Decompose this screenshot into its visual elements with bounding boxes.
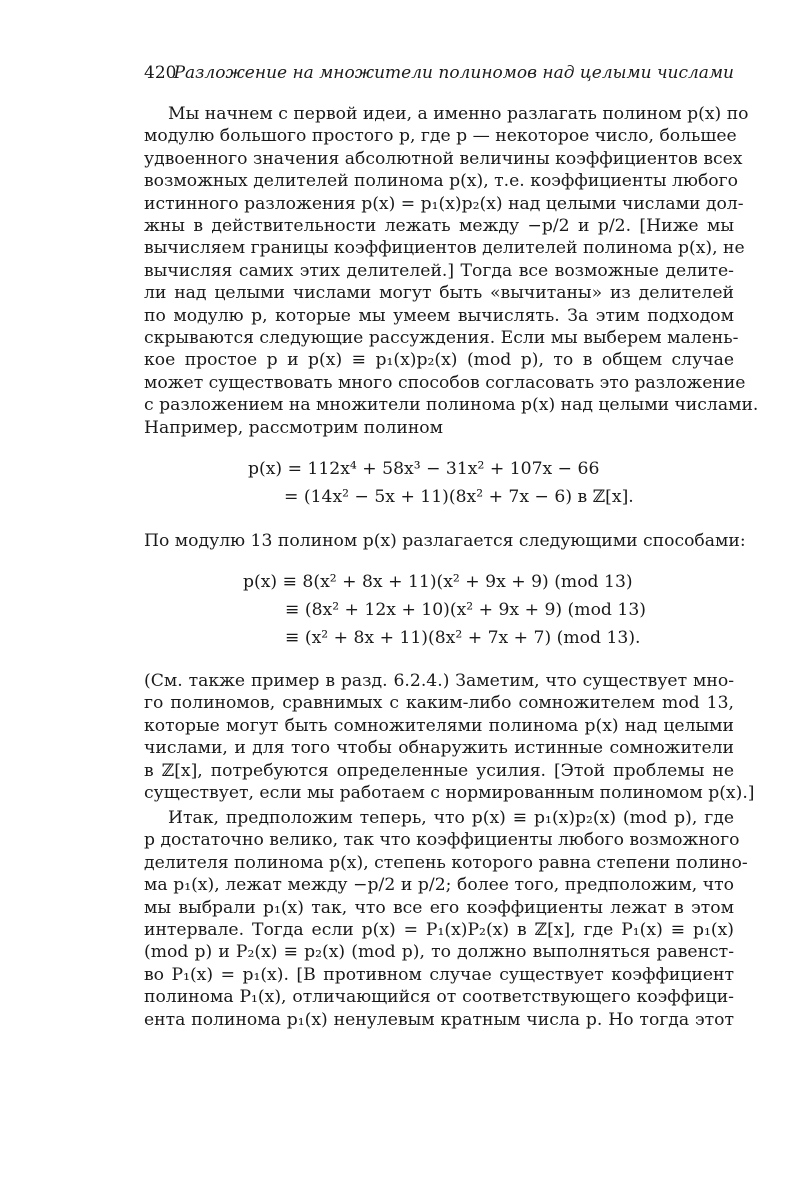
paragraph-1 xyxy=(144,103,759,439)
text-line: в ℤ[x], потребуются определенные усилия. [Этой проблемы не xyxy=(144,760,734,781)
text-line: p достаточно велико, так что коэффициенты любого возможного xyxy=(144,830,740,851)
text-line: Мы начнем с первой идеи, а именно разлагать полином p(x) по xyxy=(168,104,749,124)
text-line: полинома P₁(x), отличающийся от соответствующего коэффици- xyxy=(144,987,734,1008)
text-line: может существовать много способов согласовать это разложение xyxy=(144,372,746,393)
text-line: скрываются следующие рассуждения. Если мы выберем малень- xyxy=(144,328,739,349)
text-line: ента полинома p₁(x) ненулевым кратным числа p. Но тогда этот xyxy=(144,1009,734,1030)
equation-line: ≡ (8x² + 12x + 10)(x² + 9x + 9) (mod 13) xyxy=(285,600,646,620)
paragraph-4 xyxy=(144,807,748,1031)
text-line: истинного разложения p(x) = p₁(x)p₂(x) над целыми числами дол- xyxy=(144,193,744,214)
text-line: удвоенного значения абсолютной величины коэффициентов всех xyxy=(144,148,743,169)
text-line: го полиномов, сравнимых с каким-либо сомножителем mod 13, xyxy=(144,693,734,714)
paragraph-3 xyxy=(144,670,755,804)
text-line: числами, и для того чтобы обнаружить истинные сомножители xyxy=(144,738,734,759)
text-line: модулю большого простого p, где p — некоторое число, большее xyxy=(144,126,737,147)
text-line: (См. также пример в разд. 6.2.4.) Заметим, что существует мно- xyxy=(144,671,734,691)
text-line: интервале. Тогда если p(x) = P₁(x)P₂(x) в ℤ[x], где P₁(x) ≡ p₁(x) xyxy=(144,920,734,941)
page-number: 420 xyxy=(144,63,177,83)
text-line: с разложением на множители полинома p(x) над целыми числами. xyxy=(144,395,759,416)
paragraph-2 xyxy=(144,530,746,552)
text-line: Например, рассмотрим полином xyxy=(144,417,443,438)
text-line: мы выбрали p₁(x) так, что все его коэффициенты лежат в этом xyxy=(144,897,734,918)
equation-2 xyxy=(243,568,646,652)
text-line: кое простое p и p(x) ≡ p₁(x)p₂(x) (mod p), то в общем случае xyxy=(144,350,734,371)
equation-line: p(x) ≡ 8(x² + 8x + 11)(x² + 9x + 9) (mod 13) xyxy=(243,572,633,592)
equation-line: = (14x² − 5x + 11)(8x² + 7x − 6) в ℤ[x]. xyxy=(284,487,634,507)
text-line: которые могут быть сомножителями полинома p(x) над целыми xyxy=(144,715,734,736)
text-line: возможных делителей полинома p(x), т.е. коэффициенты любого xyxy=(144,171,738,192)
running-title: Разложение на множители полиномов над целыми числами xyxy=(173,63,734,83)
text-line: вычисляя самих этих делителей.] Тогда все возможные делите- xyxy=(144,260,734,281)
text-line: во P₁(x) = p₁(x). [В противном случае существует коэффициент xyxy=(144,964,734,985)
text-line: Итак, предположим теперь, что p(x) ≡ p₁(x)p₂(x) (mod p), где xyxy=(168,808,734,828)
text-line: делителя полинома p(x), степень которого равна степени полино- xyxy=(144,852,748,873)
text-line: жны в действительности лежать между −p/2 и p/2. [Ниже мы xyxy=(144,216,734,237)
equation-1 xyxy=(248,455,634,511)
text-line: ма p₁(x), лежат между −p/2 и p/2; более того, предположим, что xyxy=(144,875,734,896)
text-line: По модулю 13 полином p(x) разлагается следующими способами: xyxy=(144,531,746,551)
text-line: существует, если мы работаем с нормированным полиномом p(x).] xyxy=(144,783,755,804)
equation-line: ≡ (x² + 8x + 11)(8x² + 7x + 7) (mod 13). xyxy=(285,628,641,648)
text-line: по модулю p, которые мы умеем вычислять. За этим подходом xyxy=(144,305,734,326)
equation-line: p(x) = 112x⁴ + 58x³ − 31x² + 107x − 66 xyxy=(248,459,600,479)
text-line: (mod p) и P₂(x) ≡ p₂(x) (mod p), то должно выполняться равенст- xyxy=(144,942,734,963)
text-line: вычисляем границы коэффициентов делителей полинома p(x), не xyxy=(144,238,745,259)
text-line: ли над целыми числами могут быть «вычитаны» из делителей xyxy=(144,283,734,304)
